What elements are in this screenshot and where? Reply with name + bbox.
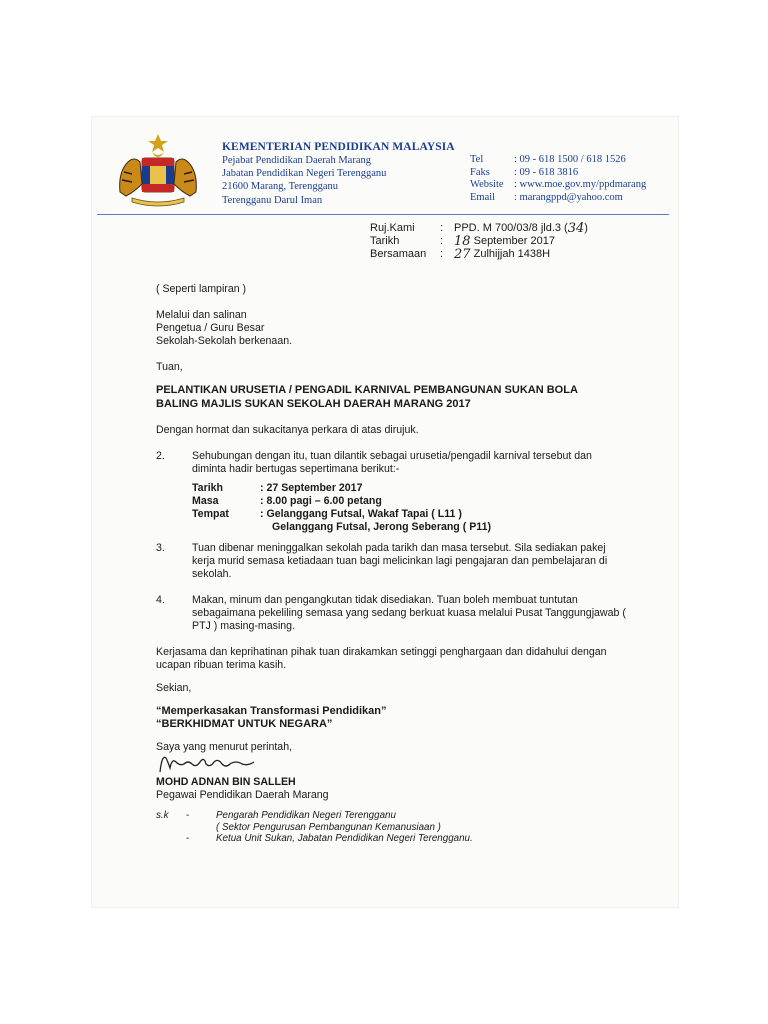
contact-email: Email : marangppd@yahoo.com [470, 192, 623, 204]
reference-block [370, 222, 620, 261]
paragraph-2: 2. Sehubungan dengan itu, tuan dilantik sebagai urusetia/pengadil karnival tersebut dan diminta hadir bertugas sepertimana berikut:- [156, 450, 592, 475]
closing-paragraph: Kerjasama dan keprihatinan pihak tuan dirakamkan setinggi penghargaan dan didahului dengan ucapan ribuan terima kasih. [156, 646, 607, 671]
contact-tel: Tel : 09 - 618 1500 / 618 1526 [470, 154, 626, 165]
header-divider [97, 214, 669, 215]
via-line: Sekolah-Sekolah berkenaan. [156, 335, 293, 347]
detail-time: Masa : 8.00 pagi – 6.00 petang [192, 495, 382, 507]
signature [156, 754, 626, 776]
recipient-note: ( Seperti lampiran ) [156, 283, 247, 295]
address-line: Terengganu Darul Iman [222, 194, 323, 206]
ministry-name: KEMENTERIAN PENDIDIKAN MALAYSIA [222, 141, 455, 153]
handwritten-number: 34 [567, 221, 585, 236]
signature-icon [156, 752, 276, 776]
event-details [192, 482, 626, 534]
saya-line: Saya yang menurut perintah, [156, 741, 293, 753]
ref-bersamaan: Bersamaan : 27 Zulhijjah 1438H [370, 247, 551, 262]
paragraph-3: 3. Tuan dibenar meninggalkan sekolah pada tarikh dan masa tersebut. Sila sediakan pakej kerja murid semasa ketiadaan tuan bagi melicinkan lagi pengajaran dan pembelajaran di sekolah. [156, 542, 608, 580]
sekian: Sekian, [156, 682, 192, 694]
via-line: Pengetua / Guru Besar [156, 322, 265, 334]
detail-date: Tarikh : 27 September 2017 [192, 482, 363, 494]
signatory-name: MOHD ADNAN BIN SALLEH [156, 776, 296, 788]
motto: “BERKHIDMAT UNTUK NEGARA” [156, 718, 333, 730]
contact-block [470, 154, 680, 205]
cc-row: - Ketua Unit Sukan, Jabatan Pendidikan Negeri Terengganu. [186, 833, 473, 844]
letter-title: BALING MAJLIS SUKAN SEKOLAH DAERAH MARANG 2017 [156, 397, 471, 410]
address-line: Pejabat Pendidikan Daerah Marang [222, 155, 371, 166]
via-line: Melalui dan salinan [156, 309, 247, 321]
address-line: 21600 Marang, Terengganu [222, 181, 338, 193]
signatory-title: Pegawai Pendidikan Daerah Marang [156, 789, 329, 801]
detail-venue-2: Gelanggang Futsal, Jerong Seberang ( P11) [272, 521, 491, 533]
address-line: Jabatan Pendidikan Negeri Terengganu [222, 168, 387, 180]
letter-body [156, 283, 626, 845]
ministry-header [222, 140, 462, 207]
copy-list [156, 810, 626, 845]
contact-fax: Faks : 09 - 618 3816 [470, 166, 579, 178]
coat-of-arms-icon [112, 132, 204, 210]
motto: “Memperkasakan Transformasi Pendidikan” [156, 705, 387, 717]
salutation: Tuan, [156, 361, 183, 373]
handwritten-day: 18 [454, 234, 471, 249]
paragraph-4: 4. Makan, minum dan pengangkutan tidak disediakan. Tuan boleh membuat tuntutan sebagaimana pekeliling semasa yang sedang berkuat kuasa melalui Pusat Tanggungjawab ( PTJ ) masing-masing. [156, 594, 626, 632]
ref-tarikh: Tarikh : 18 September 2017 [370, 234, 555, 249]
cc-row: s.k - Pengarah Pendidikan Negeri Terengganu [156, 810, 396, 821]
ref-ruj: Ruj.Kami : PPD. M 700/03/8 jld.3 ( 34 ) [370, 221, 588, 236]
cc-row: ( Sektor Pengurusan Pembangunan Kemanusiaan ) [216, 821, 441, 833]
detail-venue: Tempat : Gelanggang Futsal, Wakaf Tapai ( L11 ) [192, 508, 462, 520]
contact-website: Website : www.moe.gov.my/ppdmarang [470, 179, 647, 191]
intro-paragraph: Dengan hormat dan sukacitanya perkara di atas dirujuk. [156, 424, 419, 436]
letter-title: PELANTIKAN URUSETIA / PENGADIL KARNIVAL PEMBANGUNAN SUKAN BOLA [156, 384, 578, 396]
handwritten-day: 27 [454, 247, 471, 262]
